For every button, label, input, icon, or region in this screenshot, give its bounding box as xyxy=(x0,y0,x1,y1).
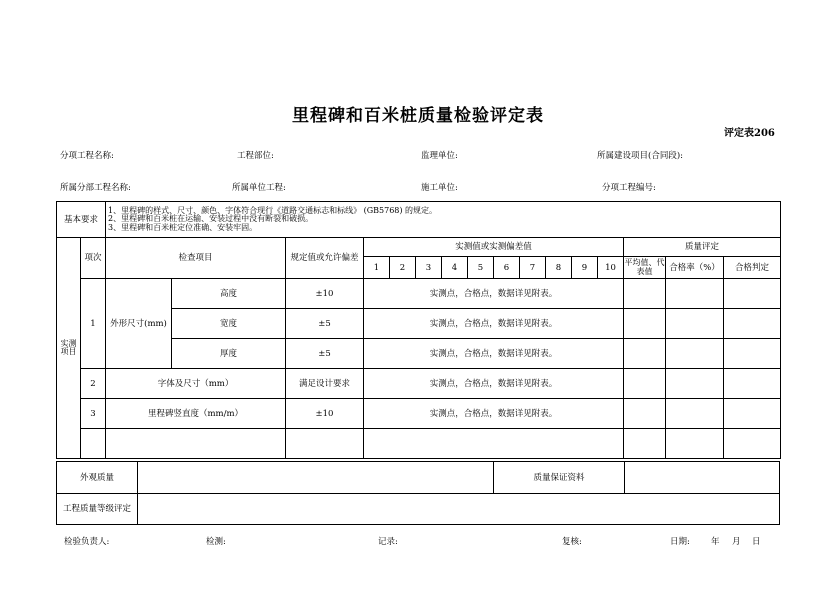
average-cell[interactable] xyxy=(624,339,666,369)
requirements-label: 基本要求 xyxy=(57,202,106,238)
measured-items-label: 实测项目 xyxy=(57,238,81,459)
table-row-empty xyxy=(57,429,781,459)
average-cell[interactable] xyxy=(624,369,666,399)
verdict-cell[interactable] xyxy=(724,309,781,339)
measured-values-header: 实测值或实测偏差值 xyxy=(364,238,624,257)
point-header: 8 xyxy=(546,257,572,279)
recorder-label: 记录: xyxy=(378,537,398,547)
check-item-name: 里程碑竖直度（mm/m） xyxy=(106,399,286,429)
tolerance-value: 满足设计要求 xyxy=(286,369,364,399)
verdict-cell[interactable] xyxy=(724,399,781,429)
tester-label: 检测: xyxy=(206,537,226,547)
pass-rate-cell[interactable] xyxy=(666,279,724,309)
tolerance-value: ±10 xyxy=(286,279,364,309)
check-item-name: 字体及尺寸（mm） xyxy=(106,369,286,399)
point-header: 1 xyxy=(364,257,390,279)
requirements-text xyxy=(106,202,781,238)
point-header: 9 xyxy=(572,257,598,279)
date-year: 年 xyxy=(711,537,720,547)
pass-rate-cell[interactable] xyxy=(666,429,724,459)
point-header: 5 xyxy=(468,257,494,279)
row-number: 3 xyxy=(81,399,106,429)
assessment-table xyxy=(56,461,780,525)
quality-grade-cell[interactable] xyxy=(138,494,780,525)
inspector-label: 检验负责人: xyxy=(64,537,110,547)
average-cell[interactable] xyxy=(624,309,666,339)
date-day: 日 xyxy=(752,537,761,547)
unit-project-label: 所属单位工程: xyxy=(232,183,286,193)
appearance-quality-cell[interactable] xyxy=(138,462,494,494)
date-label: 日期: xyxy=(670,537,690,547)
verdict-cell[interactable] xyxy=(724,279,781,309)
row-number: 2 xyxy=(81,369,106,399)
subitem-name-label: 分项工程名称: xyxy=(60,151,114,161)
check-item-name[interactable] xyxy=(106,429,286,459)
measured-note: 实测点，合格点，数据详见附表。 xyxy=(364,399,624,429)
check-sub-item: 宽度 xyxy=(172,309,286,339)
pass-rate-cell[interactable] xyxy=(666,309,724,339)
point-header: 3 xyxy=(416,257,442,279)
verdict-cell[interactable] xyxy=(724,429,781,459)
quality-grade-label: 工程质量等级评定 xyxy=(57,494,138,525)
division-name-label: 所属分部工程名称: xyxy=(60,183,131,193)
measured-note: 实测点，合格点，数据详见附表。 xyxy=(364,309,624,339)
verdict-header: 合格判定 xyxy=(724,257,781,279)
tolerance-value: ±10 xyxy=(286,399,364,429)
point-header: 10 xyxy=(598,257,624,279)
requirement-line: 1、里程碑的样式、尺寸、颜色、字体符合现行《道路交通标志和标线》 (GB5768) 的规定。 xyxy=(108,205,438,215)
pass-rate-header: 合格率（%） xyxy=(666,257,724,279)
measured-note: 实测点，合格点，数据详见附表。 xyxy=(364,339,624,369)
project-location-label: 工程部位: xyxy=(237,151,274,161)
verdict-cell[interactable] xyxy=(724,339,781,369)
pass-rate-cell[interactable] xyxy=(666,399,724,429)
measured-note: 实测点，合格点，数据详见附表。 xyxy=(364,369,624,399)
requirement-line: 3、里程碑和百米桩定位准确、安装牢固。 xyxy=(108,222,258,232)
contractor-label: 施工单位: xyxy=(421,183,458,193)
qa-docs-label: 质量保证资料 xyxy=(494,462,625,494)
row-number: 1 xyxy=(81,279,106,369)
average-header: 平均值、代表值 xyxy=(624,257,666,279)
pass-rate-cell[interactable] xyxy=(666,369,724,399)
inspection-table xyxy=(56,201,781,459)
point-header: 2 xyxy=(390,257,416,279)
qa-docs-cell[interactable] xyxy=(625,462,780,494)
point-header: 6 xyxy=(494,257,520,279)
measured-note: 实测点，合格点，数据详见附表。 xyxy=(364,279,624,309)
average-cell[interactable] xyxy=(624,279,666,309)
check-item-name: 外形尺寸(mm) xyxy=(106,279,172,369)
measured-note[interactable] xyxy=(364,429,624,459)
tolerance-value[interactable] xyxy=(286,429,364,459)
subitem-number-label: 分项工程编号: xyxy=(602,183,656,193)
form-title: 里程碑和百米桩质量检验评定表 xyxy=(292,106,544,126)
row-number[interactable] xyxy=(81,429,106,459)
table-row xyxy=(57,399,781,429)
check-sub-item: 高度 xyxy=(172,279,286,309)
supervision-unit-label: 监理单位: xyxy=(421,151,458,161)
table-row xyxy=(57,369,781,399)
verdict-cell[interactable] xyxy=(724,369,781,399)
item-no-header: 项次 xyxy=(81,238,106,279)
tolerance-value: ±5 xyxy=(286,339,364,369)
form-code: 评定表206 xyxy=(724,128,775,139)
average-cell[interactable] xyxy=(624,429,666,459)
table-row xyxy=(57,279,781,309)
check-item-header: 检查项目 xyxy=(106,238,286,279)
pass-rate-cell[interactable] xyxy=(666,339,724,369)
point-header: 4 xyxy=(442,257,468,279)
quality-assessment-header: 质量评定 xyxy=(624,238,781,257)
point-header: 7 xyxy=(520,257,546,279)
tolerance-header: 规定值或允许偏差 xyxy=(286,238,364,279)
appearance-quality-label: 外观质量 xyxy=(57,462,138,494)
reviewer-label: 复核: xyxy=(562,537,582,547)
tolerance-value: ±5 xyxy=(286,309,364,339)
construction-project-label: 所属建设项目(合同段): xyxy=(597,151,683,161)
date-month: 月 xyxy=(732,537,741,547)
requirement-line: 2、里程碑和百米桩在运输、安装过程中没有断裂和破损。 xyxy=(108,214,314,224)
check-sub-item: 厚度 xyxy=(172,339,286,369)
average-cell[interactable] xyxy=(624,399,666,429)
